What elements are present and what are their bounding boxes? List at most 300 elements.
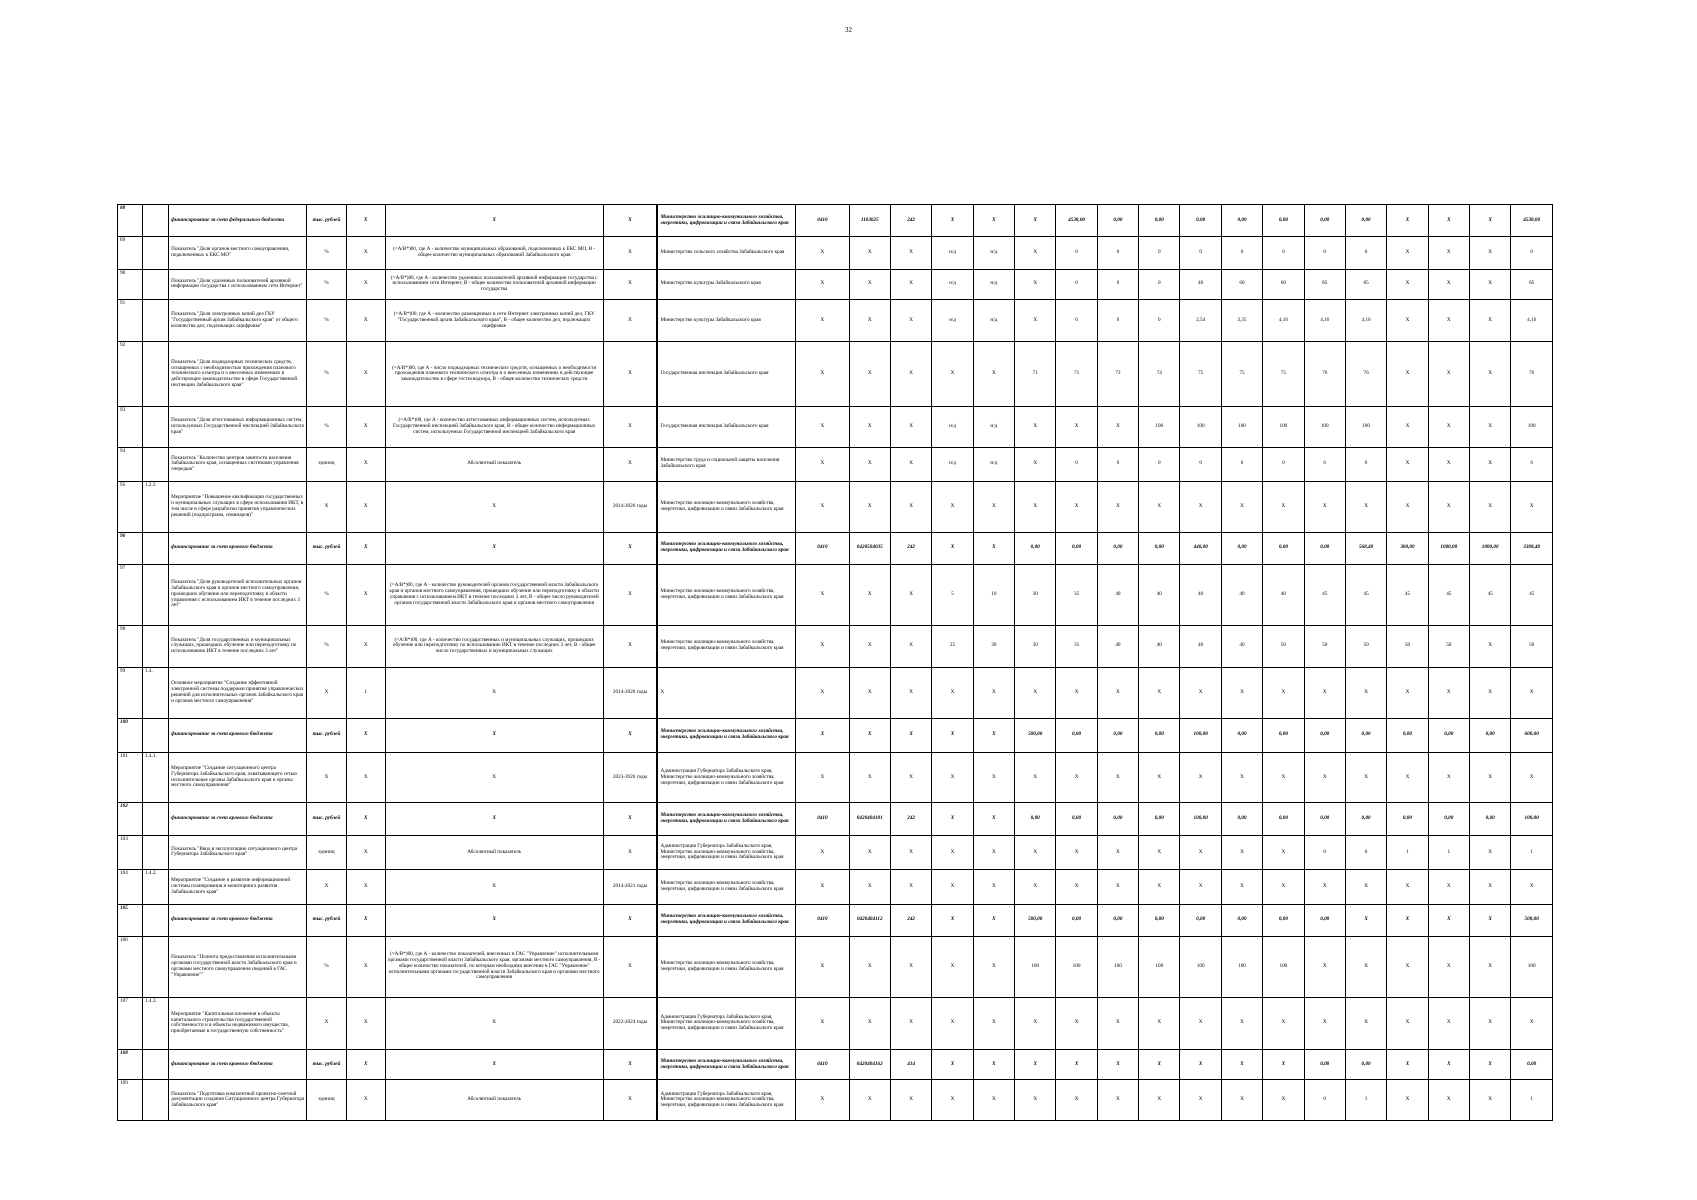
- value-cell: X: [1056, 997, 1097, 1050]
- value-cell: 60: [1263, 269, 1304, 299]
- value-cell: 0,00: [1180, 205, 1221, 237]
- value-cell: X: [973, 870, 1014, 904]
- item-code-cell: 1.4.: [143, 667, 169, 718]
- item-code-cell: [143, 835, 169, 869]
- value-cell: X: [932, 667, 973, 718]
- value-cell: 414: [890, 1050, 931, 1080]
- value-cell: 75: [1180, 342, 1221, 407]
- value-cell: X: [849, 625, 890, 667]
- value-cell: 100: [1221, 407, 1262, 447]
- executor-cell: Министерство жилищно-коммунального хозяйства, энергетики, цифровизации и связи Забайкальского края: [657, 718, 795, 752]
- value-cell: X: [1015, 1080, 1056, 1121]
- period-cell: X: [603, 904, 657, 936]
- value-cell: 242: [890, 803, 931, 835]
- value-cell: 85: [1511, 269, 1553, 299]
- value-cell: 0: [1139, 447, 1180, 481]
- value-cell: X: [890, 342, 931, 407]
- executor-cell: Министерство жилищно-коммунального хозяйства, энергетики, цифровизации и связи Забайкальского края: [657, 625, 795, 667]
- value-cell: X: [1469, 300, 1510, 342]
- value-cell: X: [1139, 997, 1180, 1050]
- value-cell: X: [1428, 936, 1469, 997]
- row-number-cell: 100: [118, 718, 143, 752]
- row-number-cell: 94: [118, 447, 143, 481]
- value-cell: X: [1180, 997, 1221, 1050]
- value-cell: X: [1139, 667, 1180, 718]
- item-code-cell: [143, 718, 169, 752]
- row-number-cell: 105: [118, 904, 143, 936]
- value-cell: 0410: [796, 904, 849, 936]
- value-cell: 300,00: [1387, 532, 1428, 564]
- value-cell: X: [973, 481, 1014, 532]
- value-cell: 50: [1387, 625, 1428, 667]
- value-cell: X: [1056, 870, 1097, 904]
- item-code-cell: [143, 532, 169, 564]
- value-cell: н/д: [932, 300, 973, 342]
- value-cell: 0,00: [1263, 803, 1304, 835]
- table-row: [118, 481, 1553, 532]
- executor-cell: Министерство культуры Забайкальского края: [657, 269, 795, 299]
- value-cell: X: [849, 237, 890, 269]
- period-cell: X: [603, 564, 657, 625]
- item-name-cell: Показатель "Доля аттестованных информационных систем, используемых Государственной инспекцией Забайкальского края": [169, 407, 307, 447]
- value-cell: X: [1428, 997, 1469, 1050]
- value-cell: 0410: [796, 532, 849, 564]
- item-code-cell: [143, 205, 169, 237]
- value-cell: X: [796, 936, 849, 997]
- value-cell: X: [796, 1080, 849, 1121]
- value-cell: X: [1056, 481, 1097, 532]
- value-cell: X: [1263, 870, 1304, 904]
- value-cell: 100: [1015, 936, 1056, 997]
- value-cell: X: [849, 718, 890, 752]
- executor-cell: Министерство жилищно-коммунального хозяйства, энергетики, цифровизации и связи Забайкальского края: [657, 870, 795, 904]
- value-cell: X: [973, 532, 1014, 564]
- value-cell: X: [973, 997, 1014, 1050]
- value-cell: X: [973, 342, 1014, 407]
- value-cell: 0,00: [1097, 904, 1138, 936]
- item-name-cell: финансирование за счет краевого бюджета: [169, 718, 307, 752]
- value-cell: 30: [1015, 564, 1056, 625]
- value-cell: X: [796, 625, 849, 667]
- value-cell: X: [1139, 752, 1180, 803]
- value-cell: X: [1015, 1050, 1056, 1080]
- period-cell: X: [603, 237, 657, 269]
- formula-cell: X: [385, 718, 603, 752]
- value-cell: X: [796, 667, 849, 718]
- value-cell: X: [1428, 1050, 1469, 1080]
- value-cell: 5: [932, 564, 973, 625]
- unit-cell: %: [307, 300, 346, 342]
- period-cell: X: [603, 803, 657, 835]
- formula-cell: Абсолютный показатель: [385, 447, 603, 481]
- value-cell: н/д: [932, 237, 973, 269]
- value-cell: 85: [1345, 269, 1386, 299]
- value-cell: X: [1428, 447, 1469, 481]
- table-row: [118, 1050, 1553, 1080]
- value-cell: X: [890, 667, 931, 718]
- value-cell: X: [1015, 205, 1056, 237]
- value-cell: X: [1387, 1080, 1428, 1121]
- value-cell: X: [346, 835, 385, 869]
- unit-cell: X: [307, 870, 346, 904]
- value-cell: X: [890, 870, 931, 904]
- value-cell: X: [1511, 752, 1553, 803]
- executor-cell: Администрация Губернатора Забайкальского края, Министерство жилищно-коммунального хозяйства, энергетики, цифровизации и связи Забайкальского края: [657, 835, 795, 869]
- value-cell: 6: [1511, 447, 1553, 481]
- value-cell: X: [1304, 752, 1345, 803]
- value-cell: н/д: [932, 407, 973, 447]
- value-cell: X: [796, 718, 849, 752]
- table-row: [118, 407, 1553, 447]
- value-cell: 0,00: [1428, 803, 1469, 835]
- item-code-cell: [143, 447, 169, 481]
- row-number-cell: 97: [118, 564, 143, 625]
- value-cell: X: [346, 997, 385, 1050]
- value-cell: 0: [1056, 237, 1097, 269]
- value-cell: 75: [1221, 342, 1262, 407]
- formula-cell: (=A/B*)00, где А - количество государственных и муниципальных служащих, прошедших обучение или переподготовку по использованию ИКТ в течение последних 3 лет, В - общее число государственных и муниципальных служащих: [385, 625, 603, 667]
- formula-cell: X: [385, 870, 603, 904]
- row-number-cell: 89: [118, 237, 143, 269]
- value-cell: X: [1469, 870, 1510, 904]
- value-cell: X: [1139, 870, 1180, 904]
- value-cell: X: [932, 1080, 973, 1121]
- value-cell: X: [1221, 870, 1262, 904]
- row-number-cell: 101: [118, 752, 143, 803]
- period-cell: 2014-2021 годы: [603, 870, 657, 904]
- value-cell: 4,16: [1304, 300, 1345, 342]
- value-cell: X: [346, 625, 385, 667]
- value-cell: X: [890, 269, 931, 299]
- value-cell: X: [346, 564, 385, 625]
- value-cell: 0: [1263, 447, 1304, 481]
- value-cell: X: [1097, 407, 1138, 447]
- value-cell: 60: [1221, 269, 1262, 299]
- value-cell: X: [1345, 752, 1386, 803]
- value-cell: X: [1387, 936, 1428, 997]
- value-cell: X: [1097, 835, 1138, 869]
- value-cell: X: [346, 407, 385, 447]
- item-name-cell: Мероприятие "Капитальные вложения в объекты капитального строительства государственной собственности и в объекты недвижимого имущества, приобретаемые в государственную собственность": [169, 997, 307, 1050]
- value-cell: 0: [1097, 300, 1138, 342]
- item-code-cell: [143, 936, 169, 997]
- value-cell: X: [1387, 481, 1428, 532]
- formula-cell: Абсолютный показатель: [385, 835, 603, 869]
- formula-cell: X: [385, 997, 603, 1050]
- value-cell: X: [796, 269, 849, 299]
- value-cell: X: [849, 1080, 890, 1121]
- period-cell: X: [603, 205, 657, 237]
- row-number-cell: 106: [118, 936, 143, 997]
- value-cell: 0: [1097, 237, 1138, 269]
- value-cell: 50: [1304, 625, 1345, 667]
- table-row: [118, 447, 1553, 481]
- value-cell: 0,00: [1469, 718, 1510, 752]
- value-cell: X: [1304, 667, 1345, 718]
- period-cell: X: [603, 407, 657, 447]
- period-cell: X: [603, 269, 657, 299]
- value-cell: 30: [1015, 625, 1056, 667]
- value-cell: X: [849, 300, 890, 342]
- period-cell: X: [603, 718, 657, 752]
- value-cell: 0: [1139, 269, 1180, 299]
- value-cell: X: [1428, 904, 1469, 936]
- value-cell: X: [796, 564, 849, 625]
- value-cell: 76: [1345, 342, 1386, 407]
- value-cell: X: [1511, 870, 1553, 904]
- value-cell: X: [1180, 481, 1221, 532]
- value-cell: 4538,00: [1511, 205, 1553, 237]
- value-cell: 0: [1345, 237, 1386, 269]
- value-cell: 1000,00: [1469, 532, 1510, 564]
- value-cell: X: [973, 667, 1014, 718]
- unit-cell: тыс. рублей: [307, 904, 346, 936]
- value-cell: 0: [1345, 835, 1386, 869]
- value-cell: X: [1428, 269, 1469, 299]
- value-cell: X: [1304, 997, 1345, 1050]
- value-cell: X: [1015, 667, 1056, 718]
- value-cell: X: [1221, 667, 1262, 718]
- value-cell: X: [1469, 1080, 1510, 1121]
- value-cell: X: [1345, 667, 1386, 718]
- value-cell: 100,00: [1180, 803, 1221, 835]
- value-cell: X: [890, 1080, 931, 1121]
- value-cell: X: [1511, 667, 1553, 718]
- value-cell: X: [1469, 904, 1510, 936]
- value-cell: 0420404101: [849, 803, 890, 835]
- value-cell: 0,00: [1056, 532, 1097, 564]
- row-number-cell: 96: [118, 532, 143, 564]
- value-cell: X: [1097, 481, 1138, 532]
- value-cell: X: [1097, 997, 1138, 1050]
- value-cell: 100: [1511, 936, 1553, 997]
- value-cell: 0: [1180, 447, 1221, 481]
- value-cell: 0420404162: [849, 1050, 890, 1080]
- value-cell: X: [1263, 835, 1304, 869]
- unit-cell: единиц: [307, 1080, 346, 1121]
- value-cell: X: [1469, 997, 1510, 1050]
- value-cell: 1: [1511, 1080, 1553, 1121]
- item-code-cell: 1.2.3: [143, 481, 169, 532]
- value-cell: X: [1015, 997, 1056, 1050]
- value-cell: 25: [932, 625, 973, 667]
- row-number-cell: 99: [118, 667, 143, 718]
- row-number-cell: 88: [118, 205, 143, 237]
- value-cell: X: [1015, 300, 1056, 342]
- value-cell: X: [796, 342, 849, 407]
- value-cell: X: [1387, 342, 1428, 407]
- table-row: [118, 237, 1553, 269]
- item-name-cell: Показатель "Доля поднадзорных технических средств, оснащенных с необходимостью прохождения планового технического осмотра и о внесенных изменениях в действующее законодательство в сфере Государственной инспекции Забайкальского края": [169, 342, 307, 407]
- value-cell: 0,00: [1263, 904, 1304, 936]
- formula-cell: (=A/B*)00, где А - число поднадзорных технических средств, оснащенных о необходимости прохождения планового технического осмотра и о внесенных изменениях в действующее законодательство в сфере гостехнадзора, В - общее количество технических средств: [385, 342, 603, 407]
- table-row: [118, 205, 1553, 237]
- value-cell: 45: [1345, 564, 1386, 625]
- value-cell: н/д: [973, 447, 1014, 481]
- item-name-cell: финансирование за счет краевого бюджета: [169, 904, 307, 936]
- table-row: [118, 1080, 1553, 1121]
- value-cell: X: [973, 803, 1014, 835]
- period-cell: X: [603, 342, 657, 407]
- value-cell: 0,00: [1015, 803, 1056, 835]
- value-cell: X: [1180, 667, 1221, 718]
- value-cell: 0410: [796, 803, 849, 835]
- executor-cell: Министерство жилищно-коммунального хозяйства, энергетики, цифровизации и связи Забайкальского края: [657, 904, 795, 936]
- value-cell: 71: [1015, 342, 1056, 407]
- item-code-cell: [143, 1080, 169, 1121]
- table-row: [118, 936, 1553, 997]
- table-row: [118, 835, 1553, 869]
- period-cell: X: [603, 835, 657, 869]
- row-number-cell: 108: [118, 1050, 143, 1080]
- value-cell: 2,54: [1180, 300, 1221, 342]
- value-cell: X: [849, 870, 890, 904]
- value-cell: 0: [1304, 1080, 1345, 1121]
- value-cell: 242: [890, 532, 931, 564]
- value-cell: X: [1428, 752, 1469, 803]
- row-number-cell: 103: [118, 835, 143, 869]
- executor-cell: Администрация Губернатора Забайкальского края, Министерство жилищно-коммунального хозяйства, энергетики, цифровизации и связи Забайкальского края: [657, 1080, 795, 1121]
- item-name-cell: финансирование за счет краевого бюджета: [169, 803, 307, 835]
- value-cell: 0: [1304, 237, 1345, 269]
- value-cell: 0,00: [1139, 803, 1180, 835]
- value-cell: X: [346, 300, 385, 342]
- value-cell: н/д: [973, 237, 1014, 269]
- value-cell: X: [1015, 752, 1056, 803]
- value-cell: X: [1180, 870, 1221, 904]
- item-name-cell: Показатель "Полнота предоставления исполнительными органами государственной власти Забайкальского края и органами местного самоуправления сведений в ГАС "Управление"": [169, 936, 307, 997]
- value-cell: 4538,00: [1056, 205, 1097, 237]
- item-code-cell: [143, 803, 169, 835]
- value-cell: X: [1221, 481, 1262, 532]
- value-cell: 35: [1056, 625, 1097, 667]
- value-cell: 0: [1221, 447, 1262, 481]
- item-code-cell: [143, 269, 169, 299]
- value-cell: 10: [973, 564, 1014, 625]
- value-cell: 1103025: [849, 205, 890, 237]
- item-code-cell: [143, 564, 169, 625]
- value-cell: 100: [1097, 936, 1138, 997]
- value-cell: 1: [346, 667, 385, 718]
- value-cell: 45: [1428, 564, 1469, 625]
- value-cell: 0,00: [1221, 532, 1262, 564]
- value-cell: X: [849, 407, 890, 447]
- value-cell: X: [1097, 1050, 1138, 1080]
- table-row: [118, 803, 1553, 835]
- value-cell: 100: [1511, 407, 1553, 447]
- value-cell: 0,00: [1263, 205, 1304, 237]
- value-cell: X: [890, 718, 931, 752]
- value-cell: X: [1139, 481, 1180, 532]
- value-cell: 85: [1304, 269, 1345, 299]
- value-cell: 0,00: [1139, 205, 1180, 237]
- value-cell: 3308,40: [1511, 532, 1553, 564]
- value-cell: X: [1221, 1080, 1262, 1121]
- value-cell: X: [1387, 269, 1428, 299]
- value-cell: 0,00: [1015, 532, 1056, 564]
- value-cell: X: [1387, 667, 1428, 718]
- value-cell: X: [890, 936, 931, 997]
- value-cell: 40: [1263, 564, 1304, 625]
- value-cell: X: [973, 752, 1014, 803]
- value-cell: X: [932, 752, 973, 803]
- unit-cell: X: [307, 667, 346, 718]
- value-cell: 0: [1263, 237, 1304, 269]
- period-cell: 2022-2024 годы: [603, 997, 657, 1050]
- value-cell: 100: [1263, 936, 1304, 997]
- value-cell: н/д: [973, 300, 1014, 342]
- unit-cell: %: [307, 625, 346, 667]
- unit-cell: тыс. рублей: [307, 1050, 346, 1080]
- value-cell: X: [346, 904, 385, 936]
- value-cell: X: [1345, 904, 1386, 936]
- value-cell: 100: [1180, 407, 1221, 447]
- value-cell: 0410: [796, 1050, 849, 1080]
- value-cell: X: [849, 997, 890, 1050]
- value-cell: X: [890, 752, 931, 803]
- value-cell: X: [1469, 752, 1510, 803]
- row-number-cell: 93: [118, 407, 143, 447]
- value-cell: 73: [1097, 342, 1138, 407]
- table-row: [118, 667, 1553, 718]
- value-cell: 0,00: [1345, 803, 1386, 835]
- value-cell: 0,00: [1263, 532, 1304, 564]
- value-cell: 75: [1263, 342, 1304, 407]
- value-cell: X: [1180, 1080, 1221, 1121]
- unit-cell: единиц: [307, 835, 346, 869]
- value-cell: X: [1304, 870, 1345, 904]
- value-cell: 50: [1428, 625, 1469, 667]
- value-cell: X: [1345, 870, 1386, 904]
- value-cell: X: [890, 564, 931, 625]
- executor-cell: Министерство жилищно-коммунального хозяйства, энергетики, цифровизации и связи Забайкальского края: [657, 936, 795, 997]
- value-cell: X: [796, 835, 849, 869]
- value-cell: 0: [1139, 237, 1180, 269]
- value-cell: X: [1221, 997, 1262, 1050]
- value-cell: 45: [1304, 564, 1345, 625]
- value-cell: X: [346, 936, 385, 997]
- value-cell: 0,00: [1387, 718, 1428, 752]
- value-cell: X: [849, 667, 890, 718]
- executor-cell: Министерство жилищно-коммунального хозяйства, энергетики, цифровизации и связи Забайкальского края: [657, 481, 795, 532]
- unit-cell: тыс. рублей: [307, 803, 346, 835]
- item-code-cell: 1.4.3.: [143, 997, 169, 1050]
- value-cell: X: [890, 997, 931, 1050]
- item-name-cell: Показатель "Доля органов местного самоуправления, подключенных к ЕКС МО": [169, 237, 307, 269]
- value-cell: X: [1469, 205, 1510, 237]
- item-name-cell: Мероприятие "Повышение квалификации государственных и муниципальных служащих в сфере использования ИКТ, в том числе в сфере разработки принятия управленческих решений (подпрограмм, семинаров)": [169, 481, 307, 532]
- value-cell: X: [1428, 342, 1469, 407]
- value-cell: X: [1263, 997, 1304, 1050]
- item-name-cell: финансирование за счет краевого бюджета: [169, 1050, 307, 1080]
- value-cell: 1000,00: [1428, 532, 1469, 564]
- formula-cell: (=A/B*)00, где А - количество руководителей органов государственной власти Забайкальского края и органов местного самоуправления, прошедших обучение или переподготовку в области управления с использованием ИКТ в течение последних 3 лет, В - общее число руководителей органов государственной власти Забайкальского края и органов местного самоуправления: [385, 564, 603, 625]
- value-cell: 500,00: [1015, 718, 1056, 752]
- value-cell: X: [932, 481, 973, 532]
- value-cell: 0,00: [1097, 205, 1138, 237]
- period-cell: X: [603, 936, 657, 997]
- value-cell: 0,00: [1221, 803, 1262, 835]
- value-cell: X: [932, 936, 973, 997]
- formula-cell: Абсолютный показатель: [385, 1080, 603, 1121]
- value-cell: 1: [1387, 835, 1428, 869]
- value-cell: X: [849, 447, 890, 481]
- table-row: [118, 718, 1553, 752]
- unit-cell: X: [307, 481, 346, 532]
- value-cell: 4,16: [1345, 300, 1386, 342]
- value-cell: 0,00: [1469, 803, 1510, 835]
- value-cell: 0,00: [1221, 205, 1262, 237]
